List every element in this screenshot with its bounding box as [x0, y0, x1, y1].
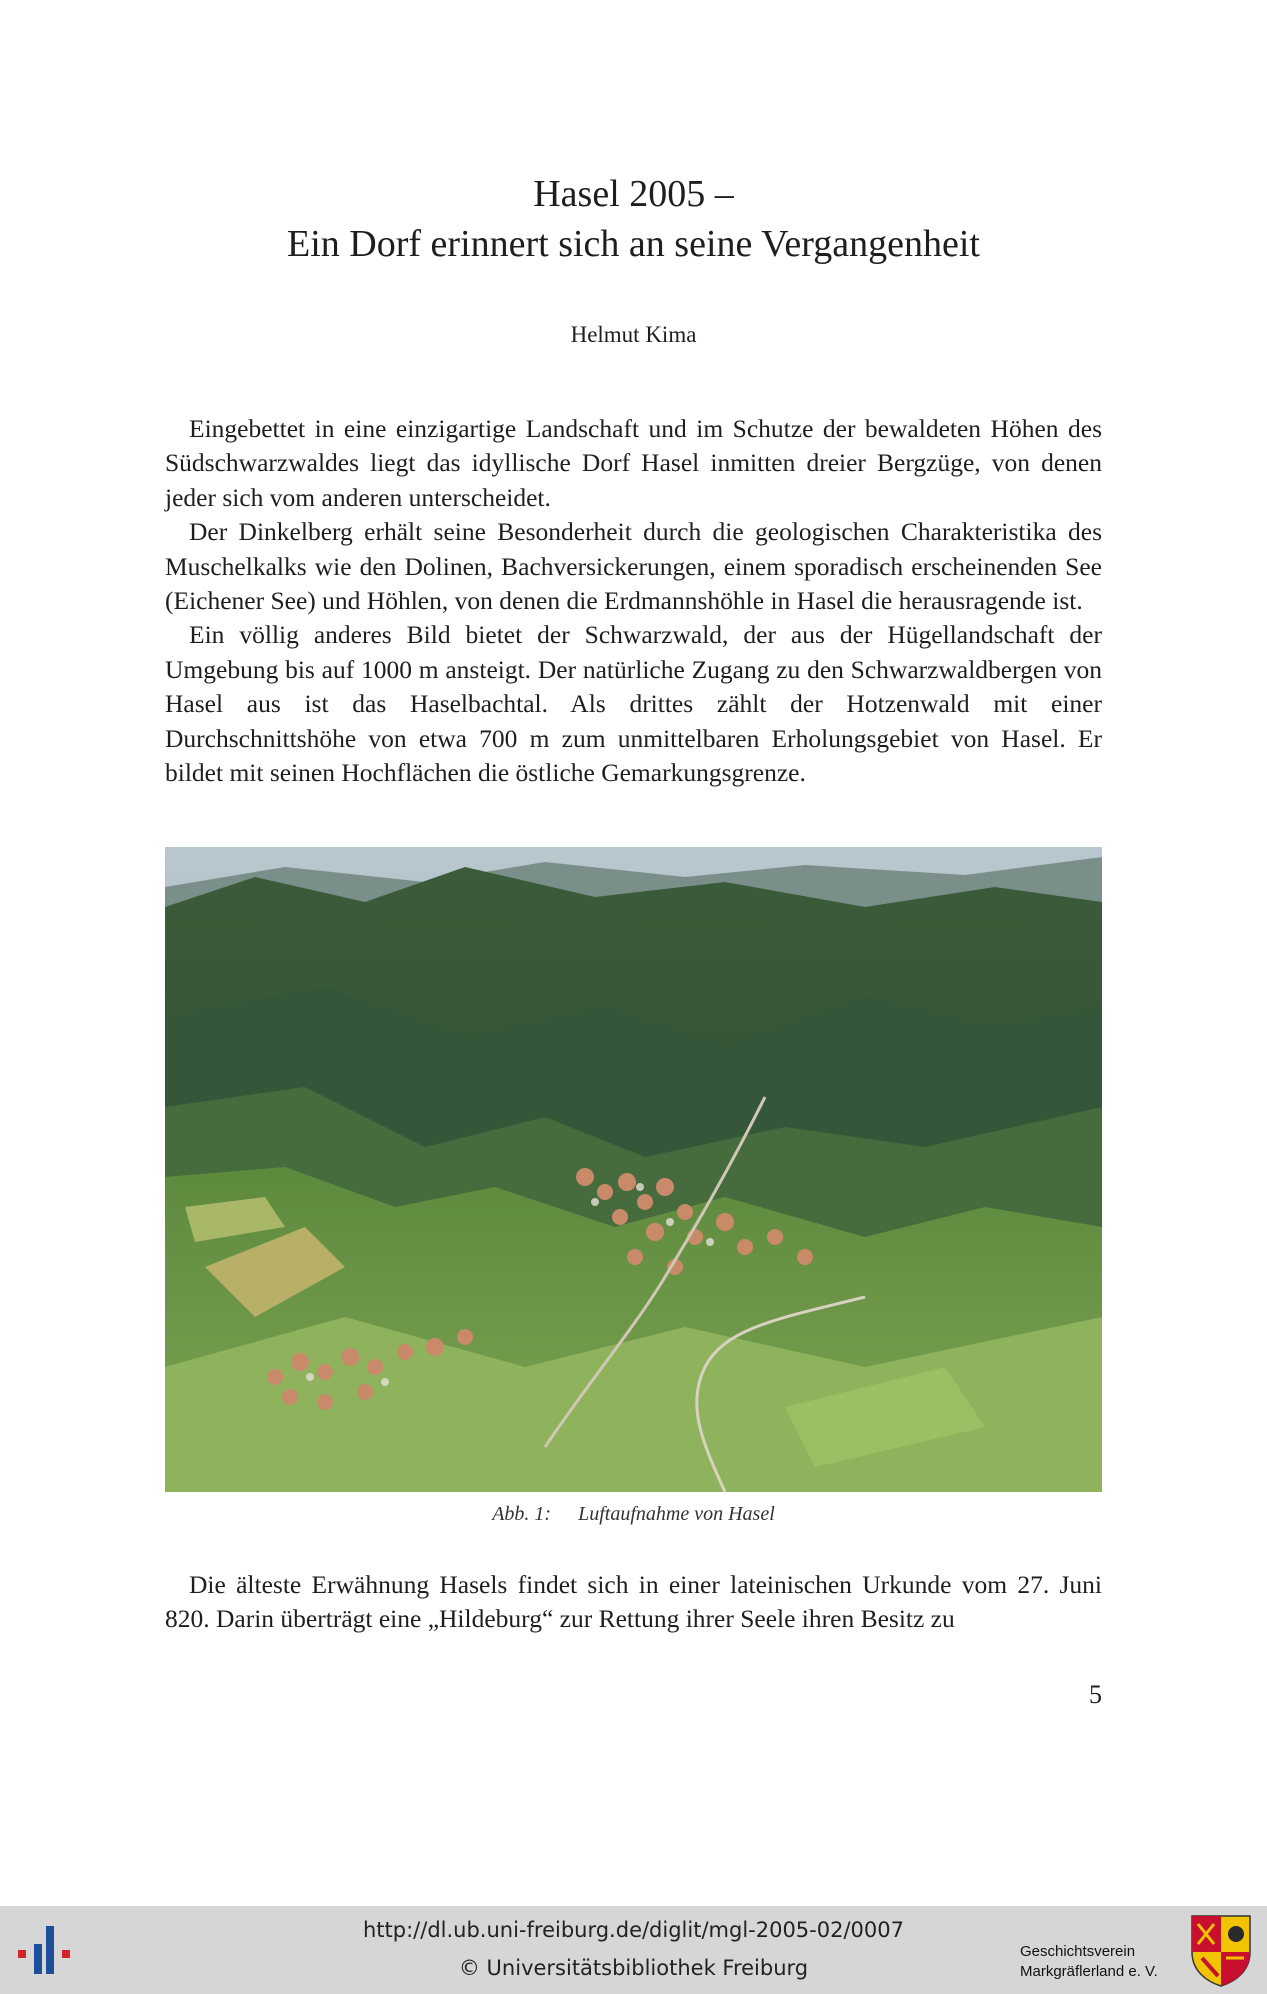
article-body-intro: [165, 412, 1102, 790]
paragraph-1: Eingebettet in eine einzigartige Landschaft und im Schutze der bewaldeten Höhen des Südschwarzwaldes liegt das idyllische Dorf Hasel inmitten dreier Bergzüge, von denen jeder sich vom anderen unterscheidet.: [165, 414, 1102, 512]
footer-bar: [0, 1906, 1267, 1994]
article-body-continued: [165, 1568, 1102, 1637]
figure-label: Abb. 1:: [492, 1503, 552, 1525]
page-number: 5: [1089, 1680, 1102, 1709]
permalink-url[interactable]: http://dl.ub.uni-freiburg.de/diglit/mgl-2005-02/0007: [362, 1918, 904, 1942]
society-name: [1020, 1942, 1185, 1982]
paragraph-4: Die älteste Erwähnung Hasels findet sich in einer lateinischen Urkunde vom 27. Juni 820. Darin überträgt eine „Hildeburg“ zur Rettung ihrer Seele ihren Besitz zu: [165, 1570, 1102, 1634]
figure-caption-text: Luftaufnahme von Hasel: [578, 1503, 775, 1525]
copyright-notice: © Universitätsbibliothek Freiburg: [458, 1956, 809, 1980]
article-author: Helmut Kima: [570, 322, 697, 347]
paragraph-2: Der Dinkelberg erhält seine Besonderheit durch die geologischen Charakteristika des Muschelkalks wie den Dolinen, Bachversickerungen, einem sporadisch erscheinenden See (Eichener See) und Höhlen, von denen die Erdmannshöhle in Hasel die herausragende ist.: [165, 517, 1102, 616]
article-title-line2: Ein Dorf erinnert sich an seine Vergangenheit: [287, 223, 980, 265]
figure-caption: [165, 1503, 1102, 1526]
aerial-photo-illustration: [165, 847, 1102, 1492]
article-title-line1: Hasel 2005 –: [533, 173, 734, 215]
paragraph-3: Ein völlig anderes Bild bietet der Schwarzwald, der aus der Hügellandschaft der Umgebung bis auf 1000 m ansteigt. Der natürliche Zugang zu den Schwarzwaldbergen von Hasel aus ist das Haselbachtal. Als drittes zählt der Hotzenwald mit einer Durchschnittshöhe von etwa 700 m zum unmittelbaren Erholungsgebiet von Hasel. Er bildet mit seinen Hochflächen die östliche Gemarkungsgrenze.: [165, 620, 1102, 788]
society-name-line2: Markgräflerland e. V.: [1020, 1963, 1158, 1980]
aerial-photo: [165, 847, 1102, 1492]
coat-of-arms-icon: [1190, 1914, 1252, 1988]
society-name-line1: Geschichtsverein: [1020, 1943, 1136, 1960]
